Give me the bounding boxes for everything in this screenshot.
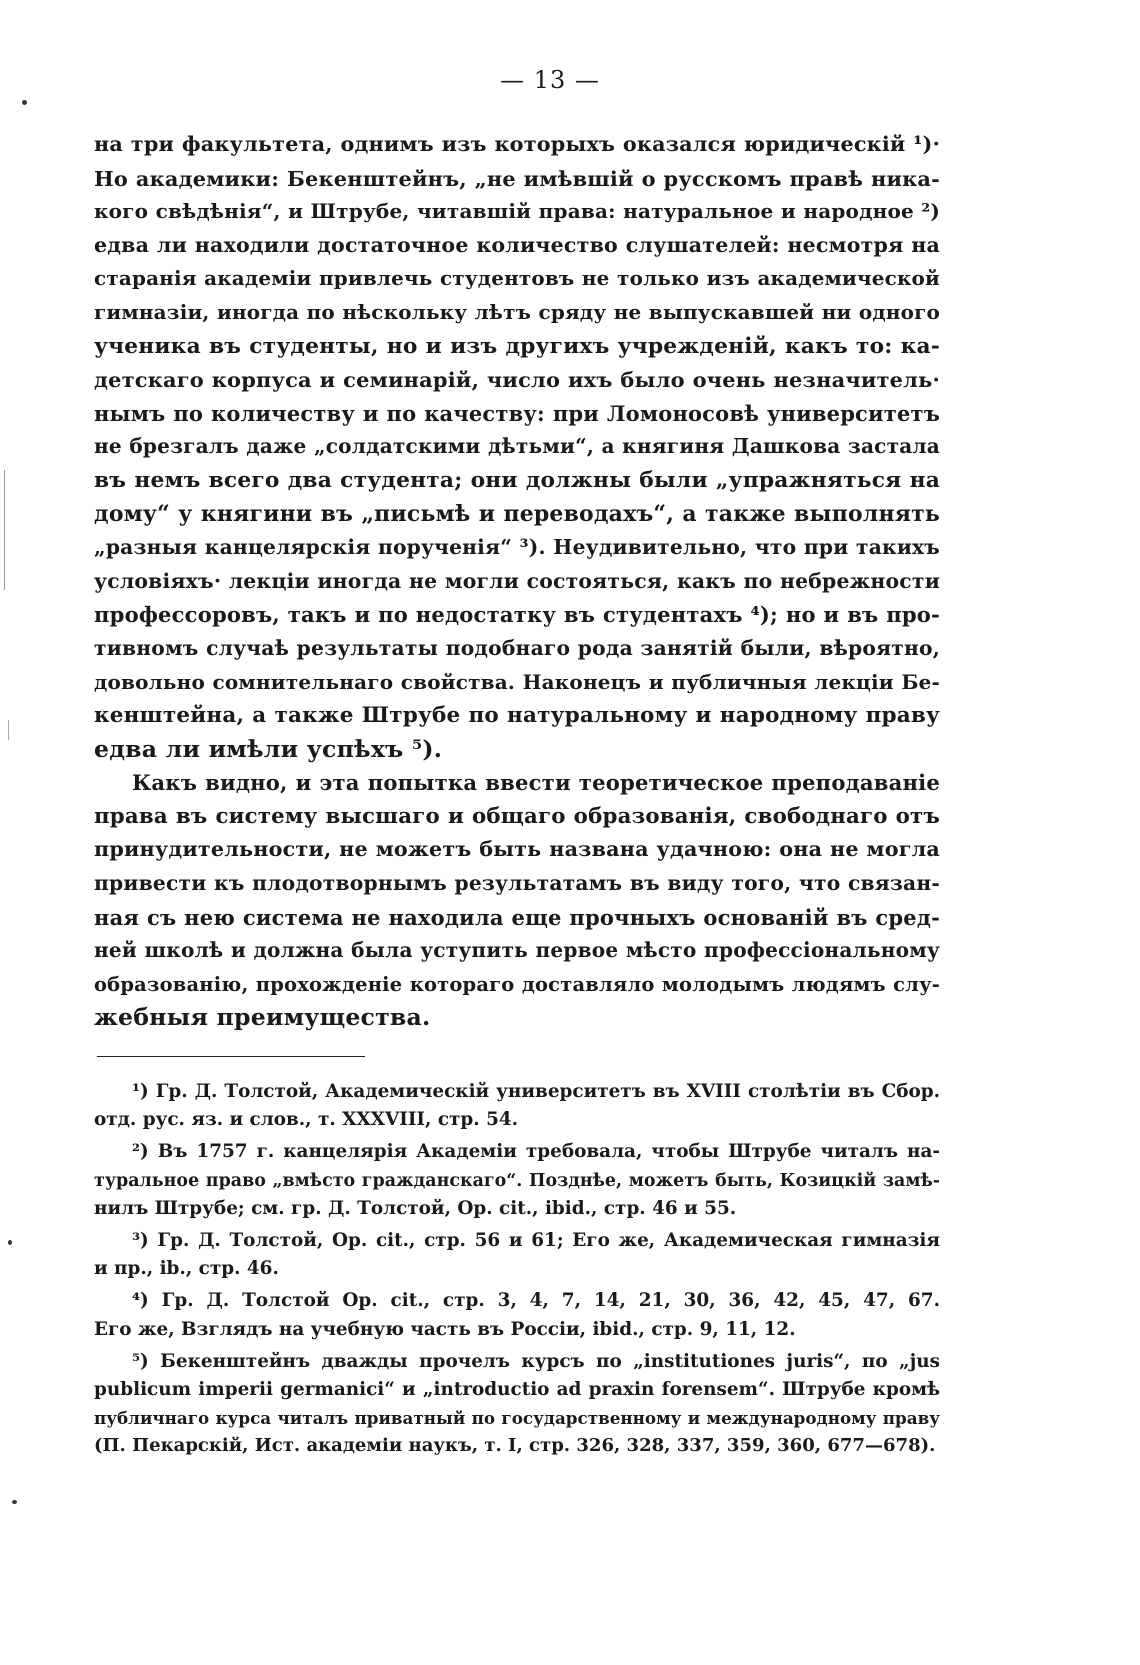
body-line: образованію, прохожденіе котораго доставляло молодымъ людямъ слу- [94, 972, 940, 996]
scan-speck [12, 1500, 17, 1504]
body-line: на три факультета, однимъ изъ которыхъ оказался юридическій ¹)· [94, 132, 940, 156]
body-line: старанія академіи привлечь студентовъ не только изъ академической [94, 266, 940, 291]
footnote-line: и пр., ib., стр. 46. [94, 1258, 279, 1280]
body-line: едва ли находили достаточное количество слушателей: несмотря на [94, 232, 940, 257]
body-line: тивномъ случаѣ результаты подобнаго рода занятій были, вѣроятно, [94, 635, 940, 660]
scan-speck [8, 1240, 12, 1245]
body-line: дому“ у княгини въ „письмѣ и переводахъ“, а также выполнять [94, 500, 940, 527]
footnote-line: отд. рус. яз. и слов., т. XXXVIII, стр. 54. [94, 1109, 519, 1131]
body-line: профессоровъ, такъ и по недостатку въ студентахъ ⁴); но и въ про- [94, 602, 940, 628]
body-line: ученика въ студенты, но и изъ другихъ учрежденій, какъ то: ка- [94, 333, 940, 359]
footnote-line: ¹) Гр. Д. Толстой, Академическій университетъ въ XVIII столѣтіи въ Сбор. [132, 1081, 940, 1102]
footnote-line: публичнаго курса читалъ приватный по государственному и международному праву [94, 1408, 940, 1429]
body-line: принудительности, не можетъ быть названа удачною: она не могла [94, 837, 940, 862]
body-line: едва ли имѣли успѣхъ ⁵). [94, 734, 443, 763]
body-line: „разныя канцелярскія порученія“ ³). Неудивительно, что при такихъ [94, 535, 940, 560]
body-line: ней школѣ и должна была уступить первое мѣсто профессіональному [94, 938, 940, 963]
footnote-divider [97, 1056, 365, 1057]
footnote-line: нилъ Штрубе; см. гр. Д. Толстой, Op. cit., ibid., стр. 46 и 55. [94, 1197, 737, 1219]
body-line: ная съ нею система не находила еще прочныхъ основаній въ сред- [94, 904, 940, 930]
body-line: привести къ плодотворнымъ результатамъ въ виду того, что связан- [94, 871, 940, 896]
scan-speck [22, 100, 27, 105]
body-line: условіяхъ· лекціи иногда не могли состояться, какъ по небрежности [94, 568, 940, 593]
scan-margin-mark [4, 470, 5, 590]
body-line: жебныя преимущества. [94, 1003, 431, 1032]
scan-margin-mark [8, 720, 9, 740]
footnote-line: туральное право „вмѣсто гражданскаго“. Позднѣе, можетъ быть, Козицкій замѣ- [94, 1170, 940, 1191]
body-line: нымъ по количеству и по качеству: при Ломоносовѣ университетъ [94, 400, 940, 426]
footnote-line: ³) Гр. Д. Толстой, Op. cit., стр. 56 и 61; Его же, Академическая гимназія [132, 1229, 940, 1251]
body-line: права въ систему высшаго и общаго образованія, свободнаго отъ [94, 803, 940, 829]
footnote-line: Его же, Взглядъ на учебную часть въ Россіи, ibid., стр. 9, 11, 12. [94, 1318, 796, 1340]
body-line: Какъ видно, и эта попытка ввести теоретическое преподаваніе [132, 770, 940, 796]
body-line: гимназіи, иногда по нѣскольку лѣтъ сряду не выпускавшей ни одного [94, 299, 940, 324]
body-text [94, 128, 940, 1035]
footnote-line: ⁴) Гр. Д. Толстой Op. cit., стр. 3, 4, 7, 14, 21, 30, 36, 42, 45, 47, 67. [132, 1290, 940, 1312]
footnote-line: (П. Пекарскій, Ист. академіи наукъ, т. I, стр. 326, 328, 337, 359, 360, 677—678). [94, 1435, 936, 1457]
page-number: — 13 — [500, 66, 600, 94]
body-line: детскаго корпуса и семинарій, число ихъ было очень незначитель· [94, 367, 940, 393]
body-line: не брезгалъ даже „солдатскими дѣтьми“, а княгиня Дашкова застала [94, 434, 940, 459]
footnote-line: ⁵) Бекенштейнъ дважды прочелъ курсъ по „institutiones juris“, по „jus [132, 1350, 940, 1372]
footnote-line: ²) Въ 1757 г. канцелярія Академіи требовала, чтобы Штрубе читалъ на- [132, 1141, 940, 1163]
footnotes [94, 1078, 940, 1460]
body-line: Но академики: Бекенштейнъ, „не имѣвшій о русскомъ правѣ ника- [94, 165, 940, 191]
footnote-line: publicum imperii germanici“ и „introductio ad praxin forensem“. Штрубе кромѣ [94, 1378, 940, 1400]
body-line: кенштейна, а также Штрубе по натуральному и народному праву [94, 703, 940, 729]
body-line: довольно сомнительнаго свойства. Наконецъ и публичныя лекціи Бе- [94, 669, 940, 694]
body-line: кого свѣдѣнія“, и Штрубе, читавшій права: натуральное и народное ²) [94, 199, 940, 224]
body-line: въ немъ всего два студента; они должны были „упражняться на [94, 467, 940, 493]
